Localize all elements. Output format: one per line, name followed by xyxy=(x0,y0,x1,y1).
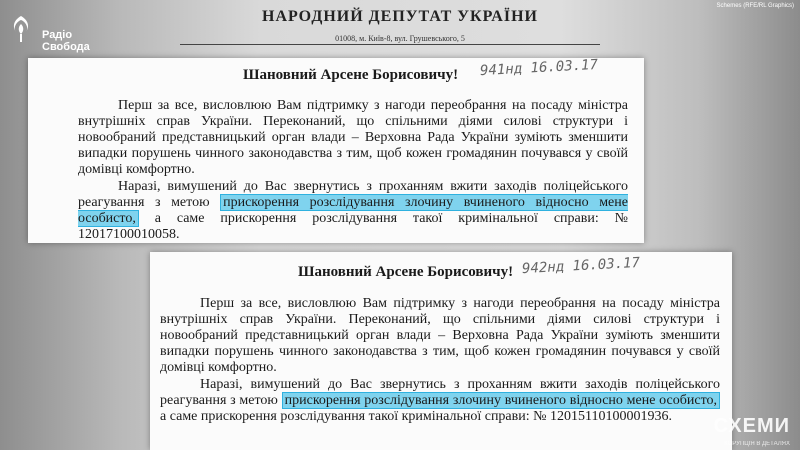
logo-text xyxy=(42,29,90,53)
letter-paragraph-1: Перш за все, висловлюю Вам підтримку з нагоди переобрання на посаду міністра внутрішніх справ України. Переконаний, що спільними діями силові структури і новообраний представницький орган влади – Верховна Рада України зуміють зменшити випадки порушень чинного законодавства з тим, щоб кожен громадянин почувався у своїй домівці комфортно. xyxy=(160,296,720,375)
logo-text-line2: Свобода xyxy=(42,41,90,53)
letterhead-divider xyxy=(180,44,600,45)
letter-paragraph-2 xyxy=(160,377,720,425)
letterhead-address: 01008, м. Київ-8, вул. Грушевського, 5 xyxy=(335,34,465,43)
letter-greeting: Шановний Арсене Борисовичу! xyxy=(298,264,514,280)
letter-paragraph-2 xyxy=(78,179,628,243)
letter-card-2 xyxy=(150,252,732,450)
paragraph-text-start: Наразі, вимушений до Вас звернутись з проханням вжити заходів поліцейського реагування з метою xyxy=(78,179,628,210)
letter-card-1 xyxy=(28,58,644,243)
radio-svoboda-logo-icon xyxy=(10,14,32,44)
handwritten-note: 941нд 16.03.17 xyxy=(479,56,599,80)
letterhead-title: НАРОДНИЙ ДЕПУТАТ УКРАЇНИ xyxy=(262,8,538,25)
highlighted-text: прискорення розслідування злочину вчиненого відносно мене особисто, xyxy=(78,195,628,226)
handwritten-note: 942нд 16.03.17 xyxy=(521,254,641,278)
image-credit: Schemes (RFE/RL Graphics) xyxy=(716,3,794,9)
schemes-watermark: СХЕМИ xyxy=(713,415,790,437)
logo-text-line1: Радіо xyxy=(42,29,73,41)
paragraph-text-start: Наразі, вимушений до Вас звернутись з проханням вжити заходів поліцейського реагування з метою xyxy=(160,377,720,408)
paragraph-text-end: а саме прискорення розслідування такої кримінальної справи: № 12017100010058. xyxy=(78,211,628,242)
letter-paragraph-1: Перш за все, висловлюю Вам підтримку з нагоди переобрання на посаду міністра внутрішніх справ України. Переконаний, що спільними діями силові структури і новообраний представницький орган влади – Верховна Рада України зуміють зменшити випадки порушень чинного законодавства з тим, щоб кожен громадянин почувався у своїй домівці комфортно. xyxy=(78,98,628,177)
highlighted-text: прискорення розслідування злочину вчиненого відносно мене особисто, xyxy=(282,392,720,409)
radio-svoboda-logo xyxy=(10,14,90,54)
paragraph-text-end: а саме прискорення розслідування такої кримінальної справи: № 12015110100001936. xyxy=(160,409,672,424)
schemes-watermark-subtitle: КОРУПЦІЯ В ДЕТАЛЯХ xyxy=(724,441,790,447)
letter-greeting: Шановний Арсене Борисовичу! xyxy=(243,67,459,83)
